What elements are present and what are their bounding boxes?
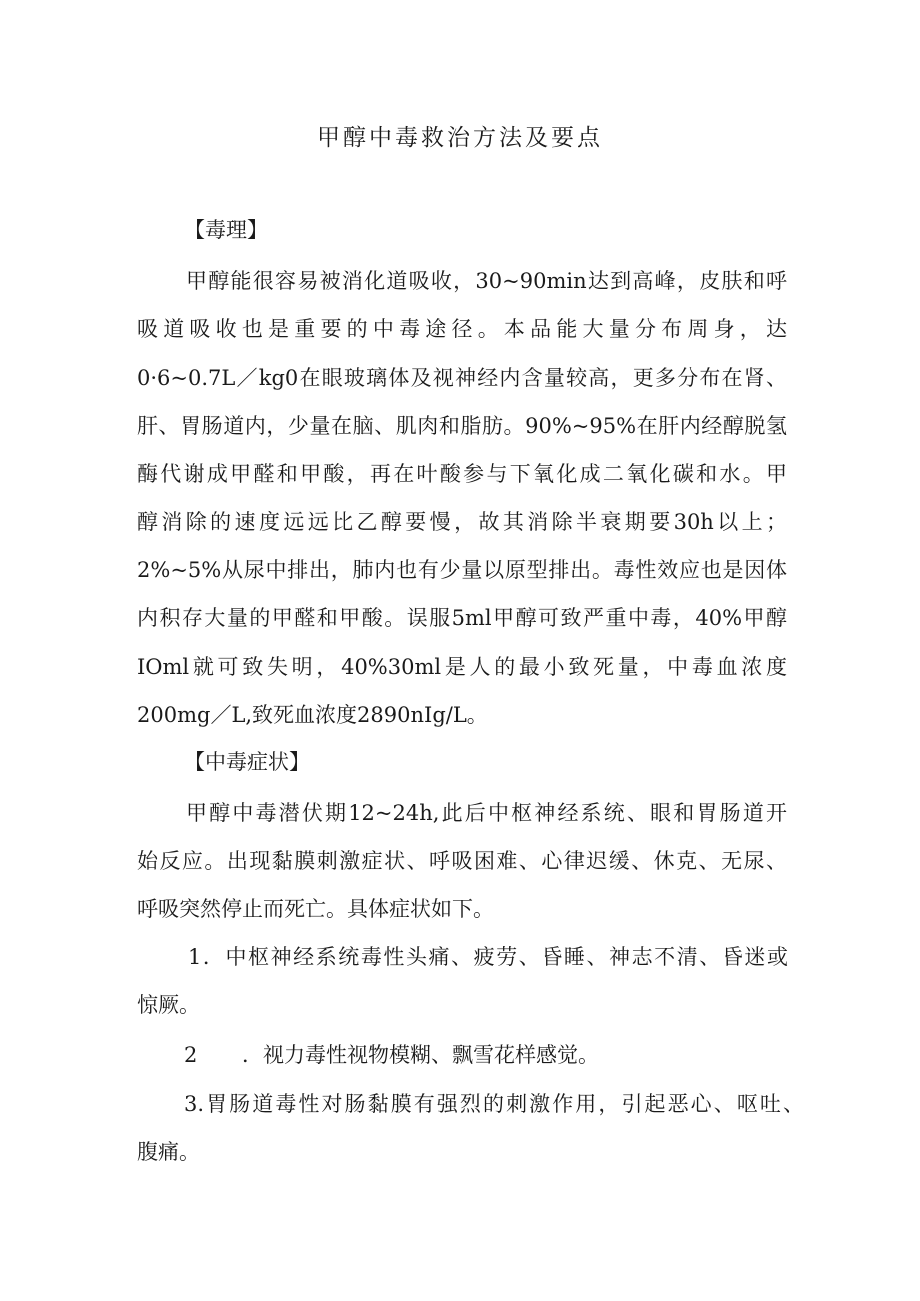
paragraph-line: 2%~5%从尿中排出，肺内也有少量以原型排出。毒性效应也是因体 (137, 558, 787, 582)
list-item-1: 1．中枢神经系统毒性头痛、疲劳、昏睡、神志不清、昏迷或 (188, 945, 788, 969)
paragraph-line: 吸道吸收也是重要的中毒途径。本品能大量分布周身，达 (137, 317, 787, 341)
paragraph-line: 醇消除的速度远远比乙醇要慢，故其消除半衰期要30h以上； (137, 510, 787, 534)
list-item-2-number: 2 (184, 1043, 198, 1067)
list-item-2-text: ．视力毒性视物模糊、飘雪花样感觉。 (242, 1043, 599, 1067)
paragraph-line: IOml就可致失明，40%30ml是人的最小致死量，中毒血浓度 (137, 655, 787, 679)
paragraph-line: 200mg／L,致死血浓度2890nIg/L。 (137, 703, 488, 727)
list-item-3-continued: 腹痛。 (137, 1140, 200, 1164)
paragraph-line: 肝、胃肠道内，少量在脑、肌肉和脂肪。90%~95%在肝内经醇脱氢 (137, 414, 787, 438)
paragraph-line: 甲醇能很容易被消化道吸收，30~90min达到高峰，皮肤和呼 (186, 269, 787, 293)
list-item-1-continued: 惊厥。 (137, 993, 200, 1017)
paragraph-line: 0·6~0.7L／kg0在眼玻璃体及视神经内含量较高，更多分布在肾、 (137, 366, 787, 390)
list-item-3: 3.胃肠道毒性对肠黏膜有强烈的刺激作用，引起恶心、呕吐、 (184, 1092, 804, 1116)
section-heading-toxicology: 【毒理】 (184, 218, 268, 242)
paragraph-line: 始反应。出现黏膜刺激症状、呼吸困难、心律迟缓、休克、无尿、 (137, 849, 787, 873)
document-title: 甲醇中毒救治方法及要点 (317, 125, 603, 151)
paragraph-line: 呼吸突然停止而死亡。具体症状如下。 (137, 897, 494, 921)
section-heading-symptoms: 【中毒症状】 (184, 750, 310, 774)
paragraph-line: 内积存大量的甲醛和甲酸。误服5ml甲醇可致严重中毒，40%甲醇 (137, 606, 787, 630)
paragraph-line: 酶代谢成甲醛和甲酸，再在叶酸参与下氧化成二氧化碳和水。甲 (137, 462, 787, 486)
paragraph-line: 甲醇中毒潜伏期12~24h,此后中枢神经系统、眼和胃肠道开 (186, 801, 787, 825)
